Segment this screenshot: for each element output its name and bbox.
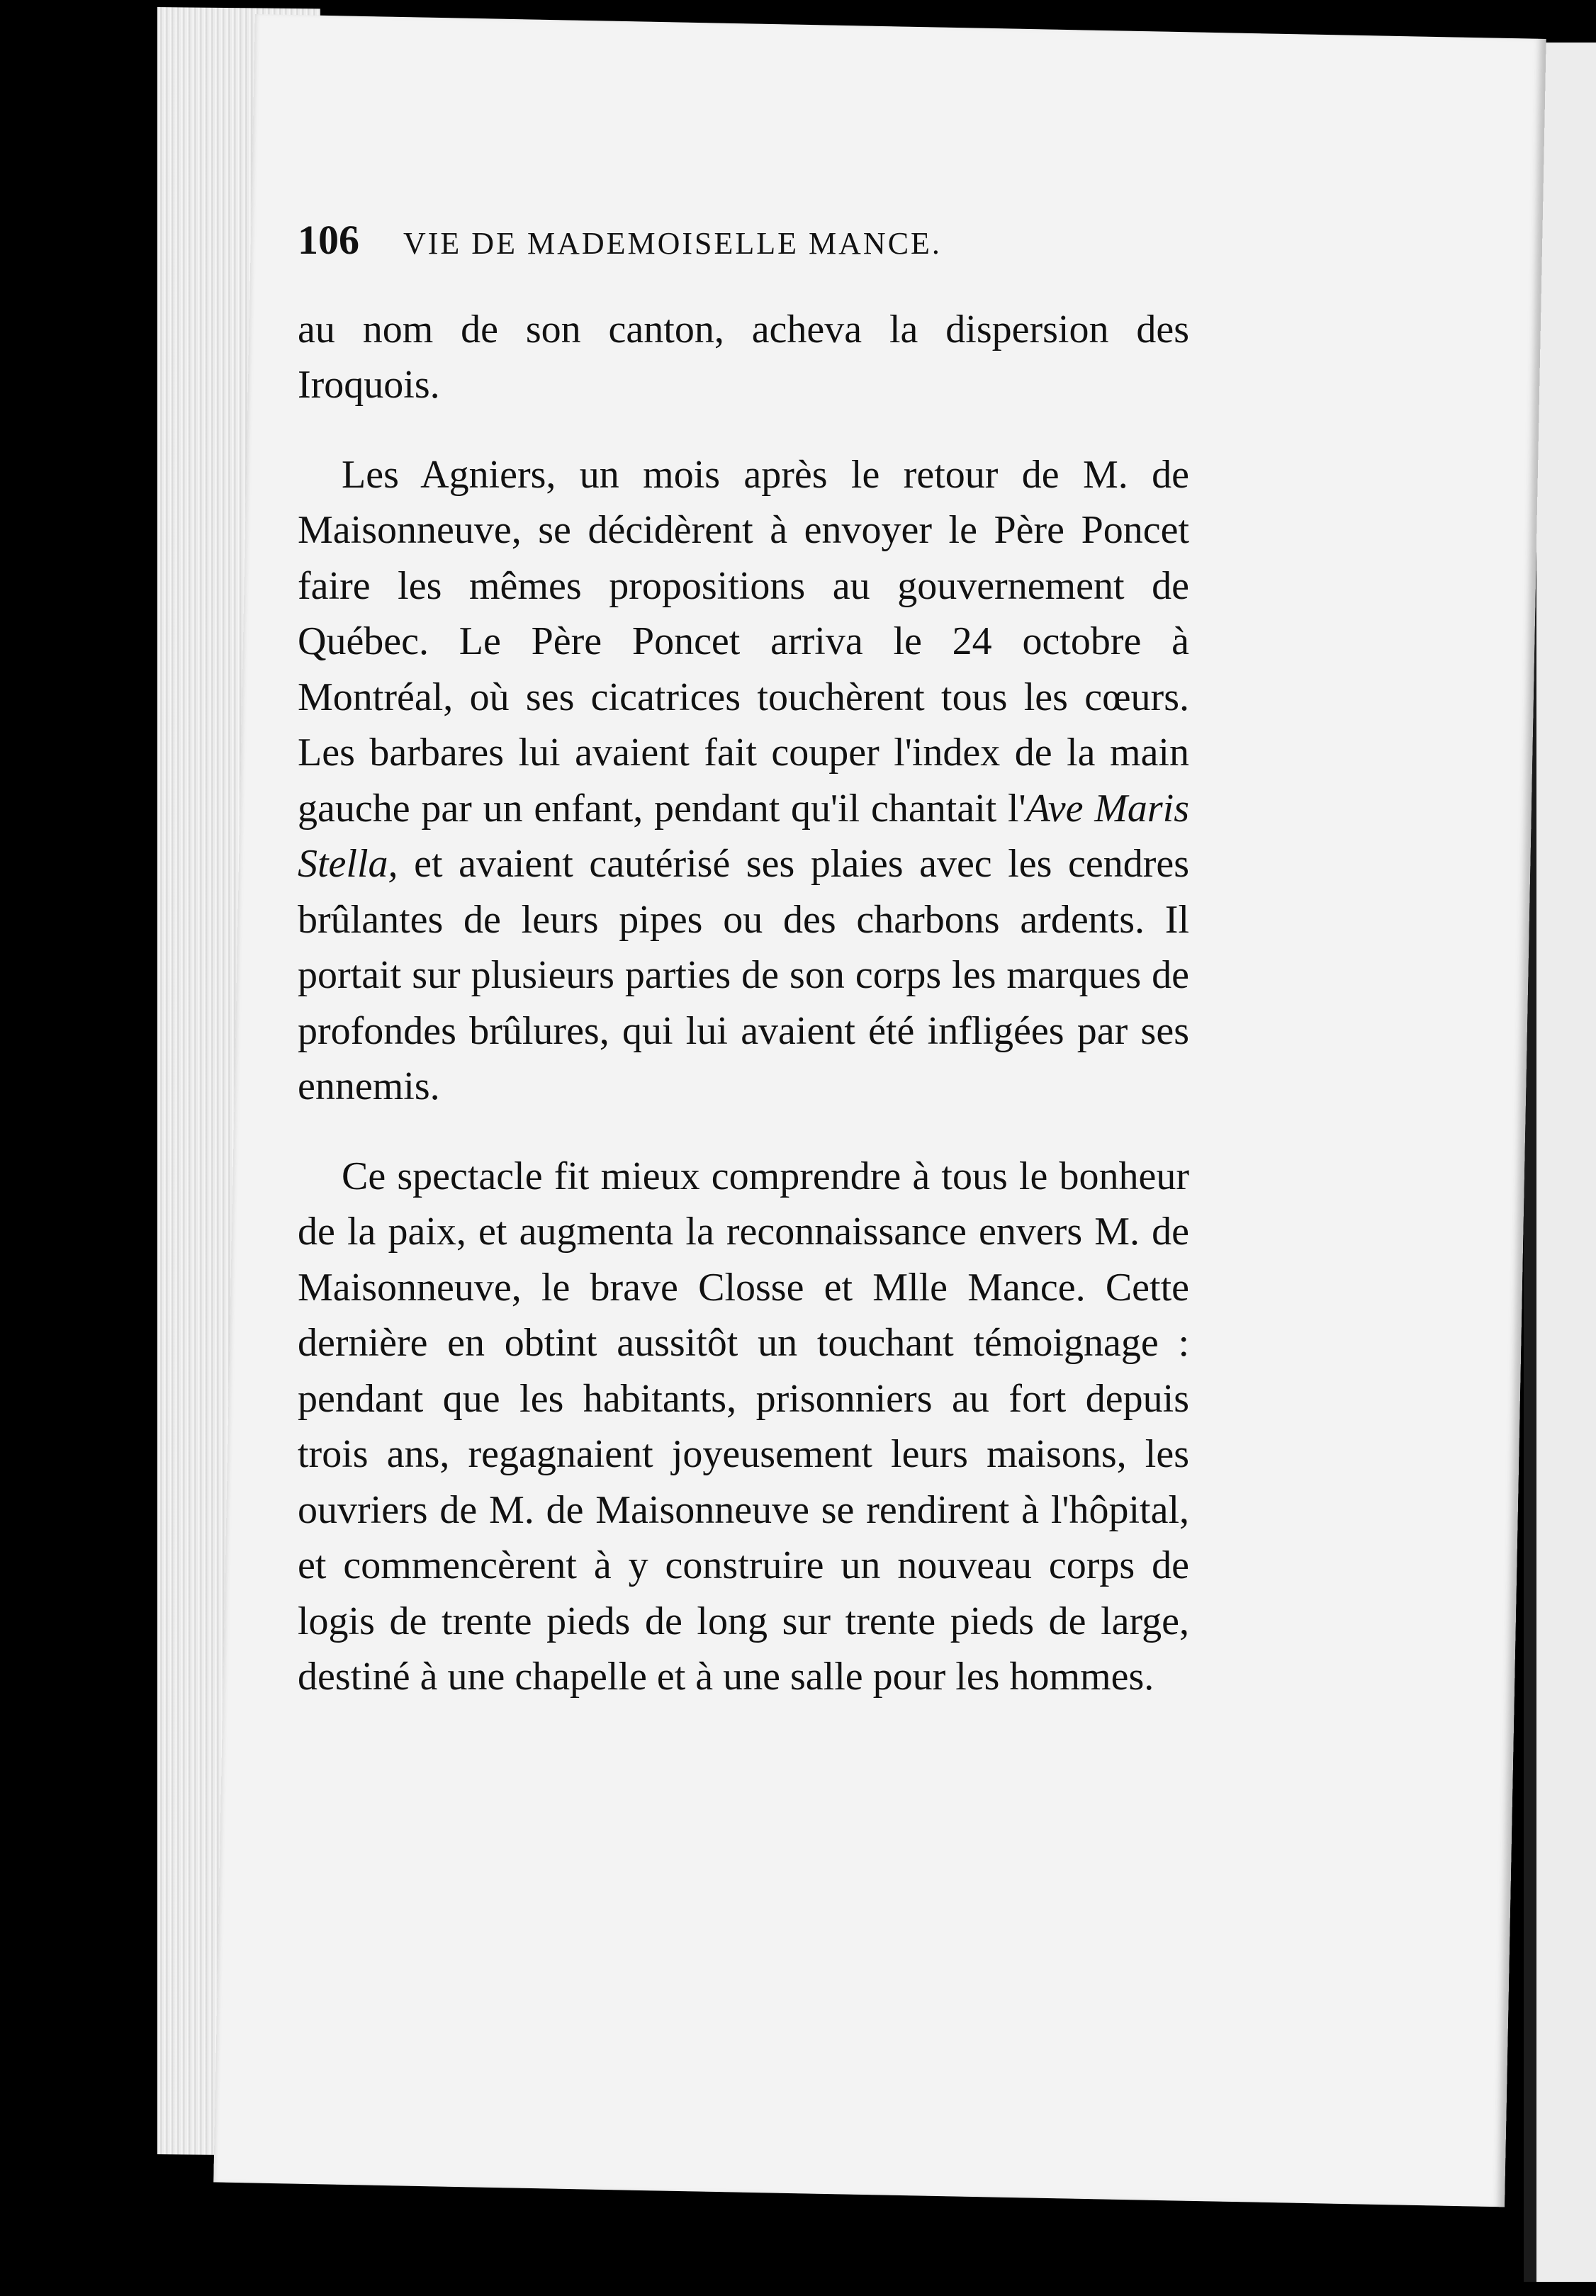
paragraph-agniers-italic: Ave Maris Stella, bbox=[298, 786, 1189, 886]
paragraph-spectacle: Ce spectacle fit mieux comprendre à tous le bonheur de la paix, et augmenta la reconnaissance envers M. de Maisonneuve, le brave Closse et Mlle Mance. Cette dernière en obtint aussitôt un touchant témoignage : pendant que les habitants, prisonniers au fort depuis trois ans, regagnaient joyeusement leurs maisons, les ouvriers de M. de Maisonneuve se rendirent à l'hôpital, et commencèrent à y construire un nouveau corps de logis de trente pieds de long sur trente pieds de large, destiné à une chapelle et à une salle pour les hommes. bbox=[298, 1154, 1189, 1699]
running-title: VIE DE MADEMOISELLE MANCE. bbox=[403, 226, 942, 261]
paragraph-continuation: au nom de son canton, acheva la dispersion des Iroquois. bbox=[298, 307, 1189, 407]
running-head bbox=[298, 213, 1189, 272]
page-number: 106 bbox=[298, 217, 359, 263]
paragraph-agniers-text-2: et avaient cautérisé ses plaies avec les cendres brûlantes de leurs pipes ou des charbons ardents. Il portait sur plusieurs parties de son corps les marques de profondes brûlures, qui lui avaient été infligées par ses ennemis. bbox=[298, 842, 1189, 1108]
paragraph-agniers-text-1: Les Agniers, un mois après le retour de M. de Maisonneuve, se décidèrent à envoyer le Père Poncet faire les mêmes propositions au gouvernement de Québec. Le Père Poncet arriva le 24 octobre à Montréal, où ses cicatrices touchèrent tous les cœurs. Les barbares lui avaient fait couper l'index de la main gauche par un enfant, pendant qu'il chantait l' bbox=[298, 452, 1189, 831]
page-text-block bbox=[298, 213, 1189, 1705]
paragraph-agniers bbox=[298, 447, 1189, 1115]
